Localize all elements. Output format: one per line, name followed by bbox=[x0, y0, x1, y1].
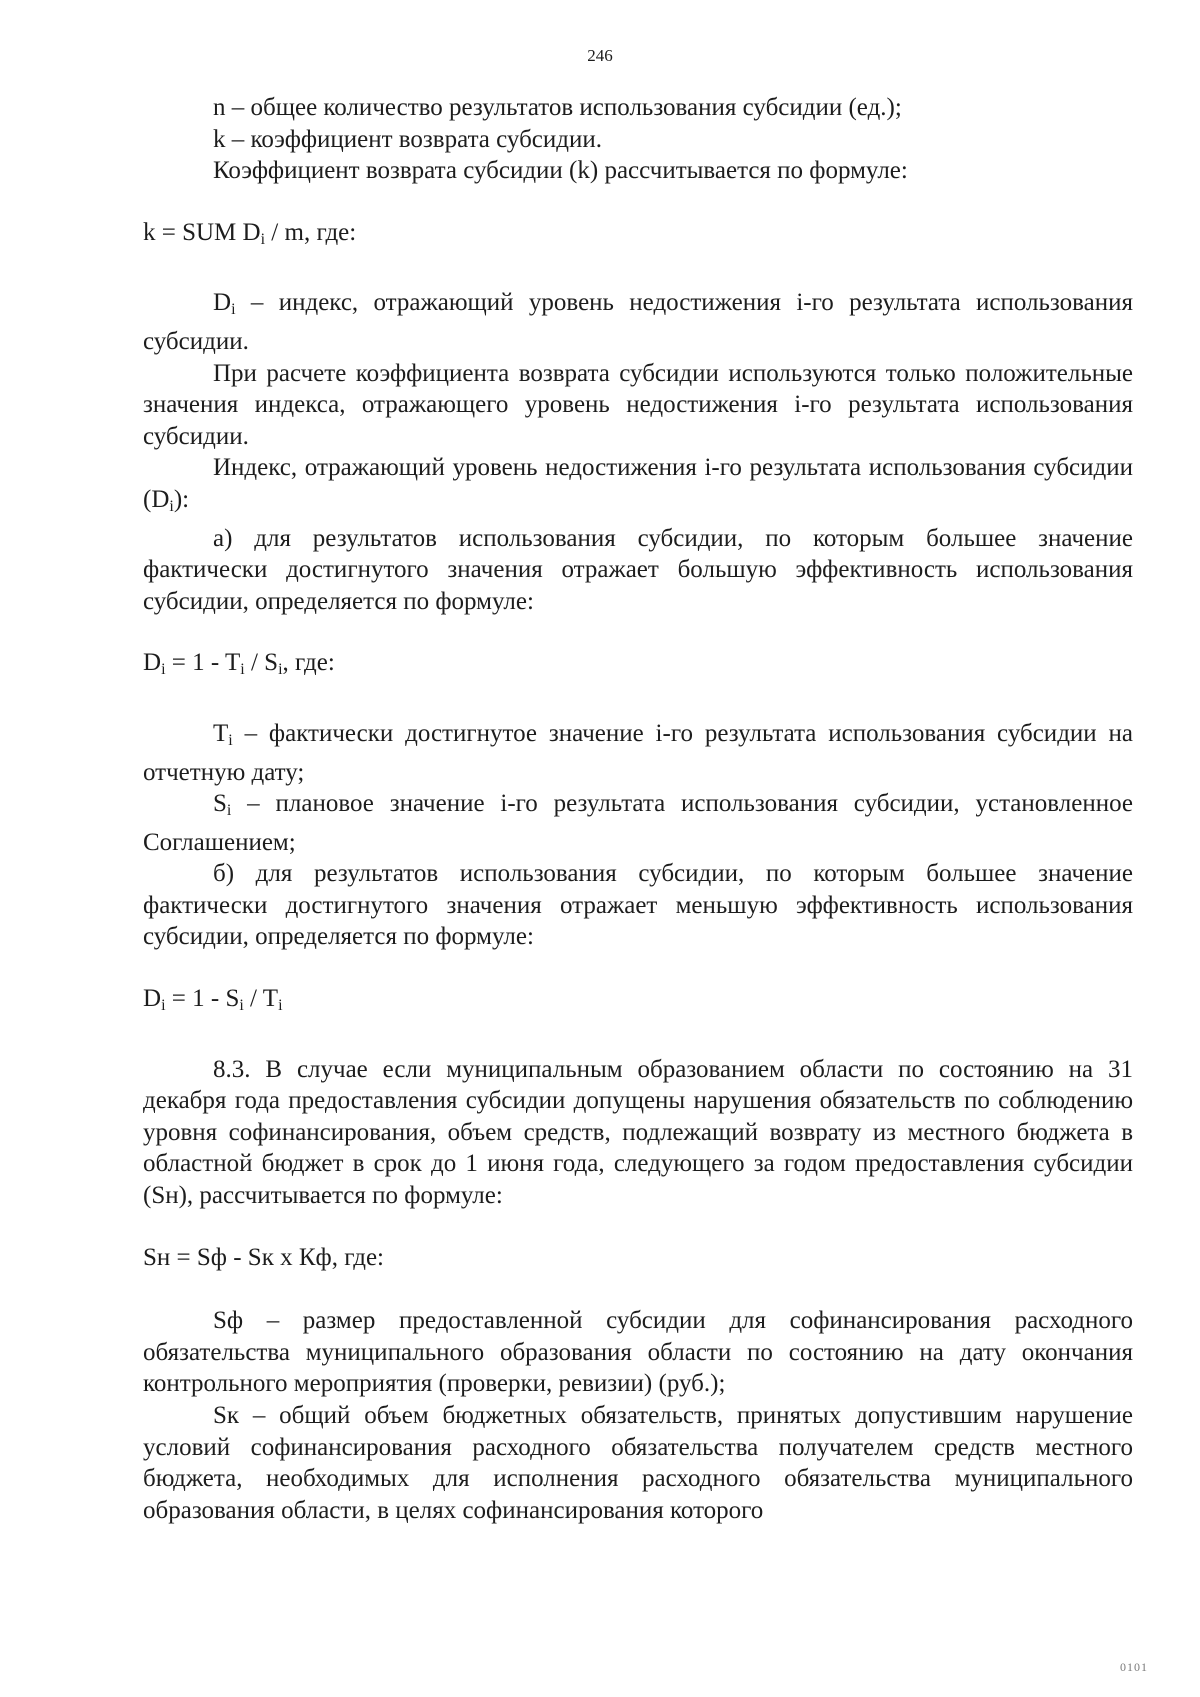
page-content bbox=[143, 92, 1133, 1526]
definition-ti: $T_i$ – фактически достигнутое значение i-го результата использования субсидии на отчетную дату; bbox=[143, 719, 1133, 786]
page-number: 246 bbox=[587, 46, 613, 65]
positive-values-note: При расчете коэффициента возврата субсидии используются только положительные значения индекса, отражающего уровень недостижения i-го результата использования субсидии. bbox=[143, 359, 1133, 450]
section-8-3: 8.3. В случае если муниципальным образованием области по состоянию на 31 декабря года предоставления субсидии допущены нарушения обязательств по соблюдению уровня софинансирования, объем средств, подлежащий возврату из местного бюджета в областной бюджет в срок до 1 июня года, следующего за годом предоставления субсидии (Sн), рассчитывается по формуле: bbox=[143, 1055, 1133, 1210]
formula-k: k = SUM $D_i$ / m, где: bbox=[143, 218, 357, 248]
case-b-paragraph: б) для результатов использования субсидии, по которым большее значение фактически достигнутого значения отражает меньшую эффективность использования субсидии, определяется по формуле: bbox=[143, 860, 1133, 951]
case-a-paragraph: а) для результатов использования субсидии, по которым большее значение фактически достигнутого значения отражает большую эффективность использования субсидии, определяется по формуле: bbox=[143, 524, 1133, 615]
k-formula-intro: Коэффициент возврата субсидии (k) рассчитывается по формуле: bbox=[213, 157, 908, 185]
definition-di: $D_i$ – индекс, отражающий уровень недостижения i-го результата использования субсидии. bbox=[143, 289, 1133, 355]
definition-k: k – коэффициент возврата субсидии. bbox=[213, 125, 603, 153]
formula-b: $D_i = 1 - S_i / T_i$ bbox=[143, 985, 283, 1015]
footer-mark: 0101 bbox=[1120, 1660, 1148, 1674]
index-intro: Индекс, отражающий уровень недостижения i-го результата использования субсидии $(D_i)$: bbox=[143, 454, 1133, 515]
definition-si: $S_i$ – плановое значение i-го результата использования субсидии, установленное Соглашением; bbox=[143, 790, 1133, 856]
definition-sk: Sк – общий объем бюджетных обязательств, принятых допустившим нарушение условий софинансирования расходного обязательства получателем средств местного бюджета, необходимых для исполнения расходного обязательства муниципального образования области, в целях софинансирования которого bbox=[143, 1402, 1133, 1524]
definition-n: n – общее количество результатов использования субсидии (ед.); bbox=[213, 94, 902, 121]
definition-sf: Sф – размер предоставленной субсидии для софинансирования расходного обязательства муниципального образования области по состоянию на дату окончания контрольного мероприятия (проверки, ревизии) (руб.); bbox=[143, 1307, 1133, 1398]
formula-sn: Sн = Sф - Sк x Кф, где: bbox=[143, 1243, 385, 1271]
formula-a: $D_i = 1 - T_i / S_i$, где: bbox=[143, 649, 335, 679]
